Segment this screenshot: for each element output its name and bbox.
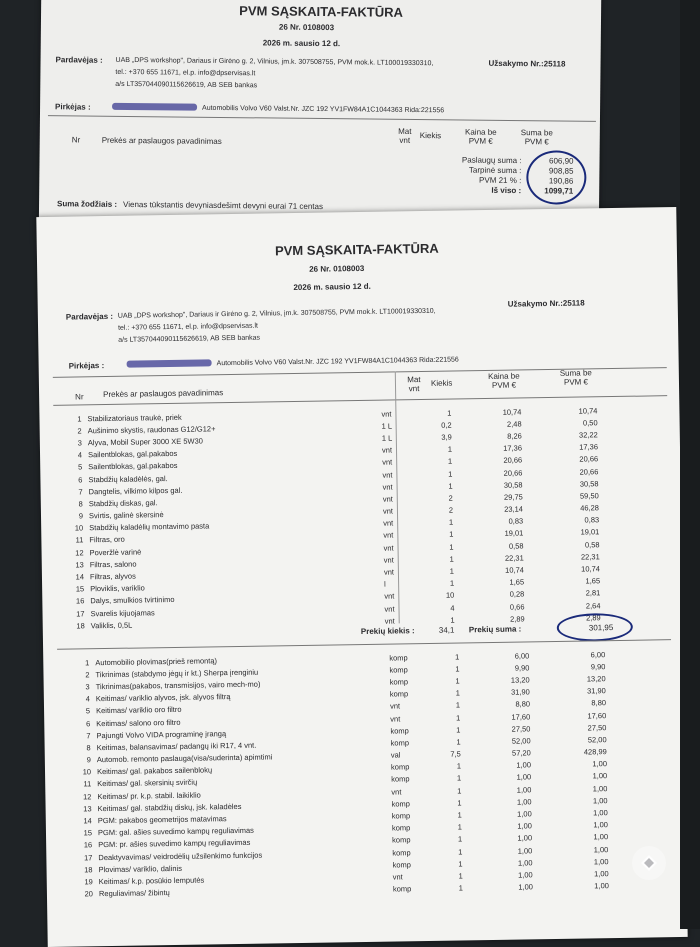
service-row-sum: 31,90 xyxy=(586,686,606,696)
goods-row-qty: 1 xyxy=(447,456,453,466)
goods-row-nr: 1 xyxy=(77,413,82,424)
service-row-name: Plovimas/ variklio, dalinis xyxy=(98,863,182,874)
goods-row-nr: 8 xyxy=(78,499,83,509)
goods-qty-value: 34,1 xyxy=(438,625,455,635)
service-row-unit: vnt xyxy=(390,713,401,724)
seller-bank: a/s LT357044090115626619, AB SEB bankas xyxy=(118,334,261,344)
goods-row-name: Stabdžių diskas, gal. xyxy=(88,498,158,509)
goods-row-qty: 10 xyxy=(445,590,455,601)
service-row-qty: 1 xyxy=(455,700,461,710)
buyer-label: Pirkėjas : xyxy=(68,361,105,371)
service-row-sum: 9,90 xyxy=(590,661,606,672)
service-row-sum: 428,99 xyxy=(583,747,607,757)
service-row-nr: 8 xyxy=(86,743,91,753)
goods-row-unit: vnt xyxy=(383,555,394,565)
service-row-name: PGM: gal. ašies suvedimo kampų reguliavimas xyxy=(97,825,254,838)
col-nr: Nr xyxy=(75,392,84,402)
goods-row-qty: 2 xyxy=(448,505,454,515)
service-row-nr: 3 xyxy=(85,682,90,692)
service-row-price: 1,00 xyxy=(518,870,533,880)
goods-row-price: 8,26 xyxy=(507,431,522,441)
goods-row-unit: vnt xyxy=(383,567,395,577)
goods-row-nr: 17 xyxy=(76,608,85,619)
service-row-name: PGM: pakabos geometrijos matavimas xyxy=(97,814,227,826)
goods-row-name: Dalys, smulkios tvirtinimo xyxy=(90,595,175,606)
seller-contacts: tel.: +370 655 11671, el.p. info@dpservisas.lt xyxy=(115,68,256,78)
buyer-redacted xyxy=(112,103,197,111)
service-row-name: Automobilio plovimas(prieš remontą) xyxy=(95,655,218,667)
goods-row-sum: 0,50 xyxy=(582,418,598,428)
service-row-unit: komp xyxy=(391,823,411,833)
service-row-nr: 13 xyxy=(83,804,92,814)
goods-row-sum: 2,89 xyxy=(585,613,601,623)
goods-row-qty: 1 xyxy=(448,481,453,491)
service-row-sum: 27,50 xyxy=(587,722,607,733)
header-rule xyxy=(48,115,596,122)
service-row-qty: 1 xyxy=(458,847,463,857)
seller-label: Pardavėjas : xyxy=(65,311,114,322)
service-row-qty: 1 xyxy=(456,725,461,735)
invoice-title: PVM SĄSKAITA-FAKTŪRA xyxy=(274,240,439,259)
service-row-unit: vnt xyxy=(389,701,401,711)
order-number: Užsakymo Nr.:25118 xyxy=(507,298,585,309)
goods-row-unit: vnt xyxy=(382,470,393,480)
service-row-unit: komp xyxy=(391,799,410,809)
goods-row-sum: 10,74 xyxy=(578,405,598,416)
col-name: Prekės ar paslaugos pavadinimas xyxy=(103,388,224,400)
service-row-nr: 14 xyxy=(83,816,92,826)
goods-row-sum: 0,58 xyxy=(584,539,600,550)
goods-sum-value: 301,95 xyxy=(588,623,614,633)
goods-row-unit: vnt xyxy=(384,616,395,626)
goods-row-sum: 2,81 xyxy=(585,588,601,598)
desk-edge xyxy=(680,0,700,929)
service-row-name: PGM: pr. ašies suvedimo kampų reguliavimas xyxy=(98,838,251,850)
goods-row-price: 2,48 xyxy=(506,419,522,429)
goods-row-unit: vnt xyxy=(383,530,394,541)
invoice-date: 2026 m. sausio 12 d. xyxy=(262,38,341,49)
service-row-unit: komp xyxy=(390,762,410,772)
service-row-name: Pajungti Volvo VIDA programinę įrangą xyxy=(96,728,227,740)
services-total-value: 606,90 xyxy=(549,156,574,166)
service-row-price: 1,00 xyxy=(516,772,532,783)
service-row-sum: 1,00 xyxy=(592,783,608,794)
service-row-nr: 12 xyxy=(82,791,92,802)
goods-row-unit: 1 L xyxy=(381,433,393,443)
goods-row-qty: 2 xyxy=(448,493,453,503)
service-row-qty: 1 xyxy=(455,664,460,674)
service-row-sum: 1,00 xyxy=(594,869,609,879)
goods-row-name: Alyva, Mobil Super 3000 XE 5W30 xyxy=(87,436,203,448)
service-row-unit: komp xyxy=(389,677,409,687)
goods-row-sum: 22,31 xyxy=(580,552,600,562)
service-row-qty: 1 xyxy=(456,761,462,771)
vat-label: PVM 21 % : xyxy=(479,175,522,186)
goods-row-sum: 0,83 xyxy=(584,515,600,525)
goods-row-unit: vnt xyxy=(382,482,393,492)
goods-row-qty: 1 xyxy=(449,566,454,576)
col-sum: Suma be PVM € xyxy=(520,128,553,147)
grand-total-label: Iš viso : xyxy=(491,185,522,196)
service-row-price: 1,00 xyxy=(517,821,533,831)
service-row-qty: 1 xyxy=(457,834,463,844)
pen-circle-totals xyxy=(526,150,587,205)
goods-row-unit: l xyxy=(384,579,386,589)
goods-row-unit: vnt xyxy=(383,543,394,553)
goods-row-qty: 1 xyxy=(447,444,453,454)
goods-row-nr: 15 xyxy=(75,584,85,594)
goods-row-unit: vnt xyxy=(382,506,394,516)
goods-row-nr: 13 xyxy=(75,560,84,570)
col-sum: Suma be PVM € xyxy=(559,368,592,387)
service-row-sum: 1,00 xyxy=(593,844,609,854)
order-number: Užsakymo Nr.:25118 xyxy=(488,58,566,69)
goods-row-nr: 5 xyxy=(77,462,83,472)
service-row-nr: 2 xyxy=(85,670,90,680)
watermark-icon xyxy=(640,854,658,872)
goods-row-sum: 20,66 xyxy=(579,454,599,464)
service-row-unit: val xyxy=(390,750,401,760)
service-row-price: 1,00 xyxy=(516,797,532,807)
goods-row-price: 17,36 xyxy=(503,443,523,453)
service-row-unit: komp xyxy=(392,835,411,845)
goods-row-qty: 1 xyxy=(449,530,454,540)
col-price: Kaina be PVM € xyxy=(487,371,520,390)
service-row-price: 6,00 xyxy=(514,650,530,661)
goods-row-price: 20,66 xyxy=(503,467,523,478)
col-qty: Kiekis xyxy=(430,378,453,388)
service-row-sum: 17,60 xyxy=(587,710,607,721)
goods-row-price: 10,74 xyxy=(502,407,522,417)
seller-address: UAB „DPS workshop", Dariaus ir Girėno g. 2, Vilnius, įm.k. 307508755, PVM mok.k. LT100019330310, xyxy=(117,307,436,320)
service-row-sum: 13,20 xyxy=(586,674,606,684)
col-unit: Mat vnt xyxy=(407,375,421,394)
service-row-price: 9,90 xyxy=(514,663,530,673)
service-row-unit: komp xyxy=(390,726,409,736)
goods-row-name: Svarelis kijuojamas xyxy=(90,607,155,618)
goods-row-name: Filtras, alyvos xyxy=(89,571,136,582)
goods-row-name: Filtras, oro xyxy=(89,535,125,545)
sum-in-words: Vienas tūkstantis devyniasdešimt devyni eurai 71 centas xyxy=(123,199,324,212)
service-row-qty: 1 xyxy=(458,871,463,881)
service-row-name: Tikrinimas (stabdymo jėgų ir kt.) Sherpa įrenginiu xyxy=(95,667,259,679)
service-row-unit: komp xyxy=(391,774,410,785)
service-row-sum: 1,00 xyxy=(592,771,608,781)
service-row-unit: komp xyxy=(392,860,411,870)
service-row-name: Keitimas/ gal. stabdžių diskų, įsk. kaladėles xyxy=(97,801,242,814)
goods-qty-label: Prekių kiekis : xyxy=(360,626,415,637)
goods-row-name: Valiklis, 0,5L xyxy=(90,620,133,631)
goods-row-price: 20,66 xyxy=(503,455,523,466)
service-row-price: 27,50 xyxy=(511,724,531,734)
services-table xyxy=(61,648,611,900)
goods-row-price: 0,28 xyxy=(509,589,525,600)
goods-row-nr: 18 xyxy=(76,621,85,631)
service-row-name: Keitimas/ variklio oro filtro xyxy=(96,705,182,716)
service-row-sum: 1,00 xyxy=(593,820,608,830)
col-unit: Mat vnt xyxy=(398,126,412,145)
goods-row-qty: 1 xyxy=(449,578,455,588)
service-row-nr: 15 xyxy=(83,828,93,838)
service-row-qty: 1 xyxy=(457,810,462,820)
service-row-nr: 20 xyxy=(84,889,94,899)
service-row-qty: 7,5 xyxy=(450,749,461,759)
service-row-price: 57,20 xyxy=(511,748,531,758)
service-row-qty: 1 xyxy=(458,883,463,893)
invoice-date: 2026 m. sausio 12 d. xyxy=(293,281,371,293)
service-row-name: Keitimas/ k.p. posūkio lemputės xyxy=(98,875,205,887)
goods-row-nr: 9 xyxy=(78,511,84,521)
invoice-title: PVM SĄSKAITA-FAKTŪRA xyxy=(239,3,404,20)
service-row-unit: komp xyxy=(392,884,412,894)
col-qty: Kiekis xyxy=(419,131,442,141)
service-row-sum: 1,00 xyxy=(593,832,609,842)
goods-row-qty: 0,2 xyxy=(441,420,452,430)
goods-row-sum: 10,74 xyxy=(581,564,600,574)
service-row-sum: 1,00 xyxy=(593,856,609,867)
service-row-unit: komp xyxy=(389,652,408,663)
goods-row-price: 30,58 xyxy=(503,480,523,490)
service-row-qty: 1 xyxy=(457,786,462,796)
goods-row-name: Sailentblokas, gal.pakabos xyxy=(88,461,178,472)
service-row-name: Deaktyvavimas/ veidrodėlių užsilenkimo funkcijos xyxy=(98,850,263,862)
goods-row-nr: 2 xyxy=(77,426,82,436)
goods-row-name: Poveržlė varinė xyxy=(89,547,142,557)
service-row-unit: vnt xyxy=(391,787,402,797)
goods-row-unit: vnt xyxy=(384,591,395,602)
service-row-name: Automob. remonto paslauga(visa/suderinta) apimtimi xyxy=(96,752,273,765)
service-row-price: 1,00 xyxy=(518,882,533,892)
service-row-price: 1,00 xyxy=(517,809,532,819)
service-row-unit: komp xyxy=(392,847,411,858)
service-row-price: 1,00 xyxy=(517,858,533,868)
service-row-name: Keitimas/ gal. skersinių svirčių xyxy=(97,778,198,789)
seller-bank: a/s LT357044090115626619, AB SEB bankas xyxy=(115,80,258,90)
service-row-name: Keitimas/ gal. pakabos sailenblokų xyxy=(96,765,213,777)
subtotal-label: Tarpinė suma : xyxy=(468,165,522,176)
goods-row-price: 19,01 xyxy=(504,528,524,539)
service-row-nr: 16 xyxy=(83,840,93,850)
service-row-qty: 1 xyxy=(457,798,462,808)
vehicle-info: Automobilis Volvo V60 Valst.Nr. JZC 192 YV1FW84A1C1044363 Rida:221556 xyxy=(216,356,459,368)
goods-row-price: 10,74 xyxy=(505,565,524,575)
watermark-logo xyxy=(632,846,666,880)
service-row-nr: 18 xyxy=(84,865,93,875)
grand-total-value: 1099,71 xyxy=(544,186,574,196)
vat-value: 190,86 xyxy=(548,176,574,186)
goods-table xyxy=(53,404,602,632)
service-row-qty: 1 xyxy=(456,737,461,747)
service-row-name: Keitimas/ salono oro filtro xyxy=(96,717,181,728)
goods-row-sum: 19,01 xyxy=(580,527,600,538)
seller-contacts: tel.: +370 655 11671, el.p. info@dpservisas.lt xyxy=(118,322,258,332)
goods-row-nr: 14 xyxy=(75,572,85,582)
pen-circle-goods-sum xyxy=(557,613,633,642)
service-row-price: 52,00 xyxy=(511,736,531,746)
service-row-qty: 1 xyxy=(456,773,462,784)
vehicle-info: Automobilis Volvo V60 Valst.Nr. JZC 192 YV1FW84A1C1044363 Rida:221556 xyxy=(202,104,445,115)
service-row-qty: 1 xyxy=(455,713,461,723)
service-row-price: 31,90 xyxy=(510,687,530,697)
goods-row-nr: 3 xyxy=(77,438,82,448)
goods-row-qty: 1 xyxy=(447,408,452,418)
goods-row-name: Stabdžių kaladėlės, gal. xyxy=(88,473,168,484)
service-row-qty: 1 xyxy=(455,652,460,662)
service-row-unit: vnt xyxy=(392,872,403,882)
service-row-price: 8,80 xyxy=(515,699,531,709)
goods-row-unit: vnt xyxy=(381,445,393,455)
service-row-price: 1,00 xyxy=(517,845,533,856)
sum-in-words-label: Suma žodžiais : xyxy=(57,199,118,209)
service-row-unit: komp xyxy=(390,738,410,748)
service-row-nr: 1 xyxy=(85,657,90,667)
goods-row-qty: 1 xyxy=(448,469,453,479)
service-row-unit: komp xyxy=(389,689,409,699)
service-row-price: 1,00 xyxy=(516,760,532,770)
invoice-page-underneath xyxy=(39,0,602,243)
invoice-number: 26 Nr. 0108003 xyxy=(309,263,365,274)
goods-row-qty: 1 xyxy=(448,517,454,527)
goods-row-qty: 4 xyxy=(450,603,455,613)
goods-row-nr: 11 xyxy=(75,535,84,545)
goods-row-name: Filtras, salono xyxy=(89,559,137,570)
goods-row-nr: 4 xyxy=(77,450,83,460)
service-row-name: Tikrinimas(pakabos, transmisijos, vairo mech-mo) xyxy=(95,679,261,692)
service-row-qty: 1 xyxy=(457,822,463,832)
service-row-sum: 1,00 xyxy=(592,759,608,769)
seller-label: Pardavėjas : xyxy=(55,55,103,65)
goods-row-sum: 46,28 xyxy=(580,503,600,513)
goods-row-nr: 7 xyxy=(78,487,83,497)
goods-row-sum: 2,64 xyxy=(585,600,601,611)
goods-row-sum: 32,22 xyxy=(578,430,598,440)
col-name: Prekės ar paslaugos pavadinimas xyxy=(101,135,222,146)
goods-row-price: 23,14 xyxy=(504,504,524,514)
goods-row-nr: 12 xyxy=(75,548,84,558)
goods-row-sum: 20,66 xyxy=(579,466,599,477)
service-row-qty: 1 xyxy=(455,676,460,686)
goods-row-price: 2,89 xyxy=(509,614,525,624)
goods-row-price: 1,65 xyxy=(509,577,525,587)
service-row-sum: 6,00 xyxy=(590,649,606,660)
invoice-number: 26 Nr. 0108003 xyxy=(278,22,335,33)
goods-row-qty: 1 xyxy=(449,554,454,564)
goods-row-name: Dangtelis, vilkimo kilpos gal. xyxy=(88,485,183,497)
invoice-page xyxy=(36,207,687,947)
service-row-unit: komp xyxy=(389,665,408,675)
service-row-nr: 10 xyxy=(82,767,92,777)
goods-row-unit: vnt xyxy=(381,409,392,419)
service-row-qty: 1 xyxy=(455,688,460,698)
service-row-nr: 6 xyxy=(86,718,91,728)
goods-row-qty: 1 xyxy=(449,542,454,552)
goods-row-unit: 1 L xyxy=(381,421,393,431)
service-row-price: 17,60 xyxy=(511,711,531,722)
service-row-unit: komp xyxy=(391,811,411,821)
goods-row-nr: 10 xyxy=(74,523,84,533)
goods-row-sum: 1,65 xyxy=(585,576,601,586)
service-row-price: 1,00 xyxy=(516,785,532,795)
goods-row-sum: 59,50 xyxy=(579,491,599,501)
goods-row-price: 0,58 xyxy=(508,541,524,551)
services-total-label: Paslaugų suma : xyxy=(461,155,522,166)
goods-row-unit: vnt xyxy=(382,457,393,468)
service-row-name: Keitimas/ pr. k.p. stabil. laikiklio xyxy=(97,790,201,801)
goods-row-name: Aušinimo skystis, raudonas G12/G12+ xyxy=(87,424,216,436)
service-row-name: Reguliavimas/ žibintų xyxy=(98,888,170,899)
buyer-redacted xyxy=(127,359,212,368)
goods-row-name: Svirtis, galinė skersinė xyxy=(88,510,164,521)
col-price: Kaina be PVM € xyxy=(464,127,497,146)
service-row-nr: 5 xyxy=(85,706,91,716)
service-row-sum: 1,00 xyxy=(594,881,609,891)
buyer-label: Pirkėjas : xyxy=(55,102,91,112)
service-row-nr: 17 xyxy=(83,852,93,862)
goods-row-unit: vnt xyxy=(384,604,395,614)
goods-sum-label: Prekių suma : xyxy=(468,624,522,635)
service-row-nr: 7 xyxy=(86,731,91,741)
service-row-nr: 9 xyxy=(86,755,91,765)
goods-row-name: Stabilizatoriaus traukė, priek xyxy=(87,412,182,423)
service-row-sum: 52,00 xyxy=(587,735,607,745)
goods-row-price: 29,75 xyxy=(503,492,523,502)
service-row-sum: 1,00 xyxy=(593,808,608,818)
goods-row-nr: 16 xyxy=(75,596,85,606)
service-row-name: Keitimas, balansavimas/ padangų iki R17, 4 vnt. xyxy=(96,740,257,753)
goods-row-name: Stabdžių kaladėlių montavimo pasta xyxy=(89,521,210,533)
service-row-nr: 4 xyxy=(85,694,90,704)
service-row-nr: 19 xyxy=(84,877,93,887)
goods-row-sum: 17,36 xyxy=(579,442,599,452)
goods-row-qty: 1 xyxy=(450,615,455,625)
service-row-nr: 11 xyxy=(83,779,92,789)
service-row-name: Keitimas/ variklio alyvos, įsk. alyvos filtrą xyxy=(95,692,231,704)
goods-row-price: 0,66 xyxy=(509,602,525,612)
goods-row-name: Sailentblokas, gal.pakabos xyxy=(87,449,178,460)
seller-address: UAB „DPS workshop", Dariaus ir Girėno g. 2, Vilnius, įm.k. 307508755, PVM mok.k. LT100019330310, xyxy=(115,56,434,68)
service-row-sum: 1,00 xyxy=(592,796,608,806)
subtotal-value: 908,85 xyxy=(548,166,574,176)
goods-row-price: 22,31 xyxy=(504,553,524,563)
goods-row-sum: 30,58 xyxy=(579,478,599,489)
service-row-price: 13,20 xyxy=(510,675,530,685)
goods-row-unit: vnt xyxy=(383,518,394,528)
service-row-price: 1,00 xyxy=(517,833,533,843)
goods-row-nr: 6 xyxy=(78,474,83,484)
service-row-qty: 1 xyxy=(458,859,463,869)
goods-row-name: Ploviklis, variklio xyxy=(90,583,145,594)
goods-row-price: 0,83 xyxy=(508,516,524,526)
service-row-sum: 8,80 xyxy=(591,698,607,708)
goods-row-unit: vnt xyxy=(382,494,393,504)
col-nr: Nr xyxy=(71,135,81,145)
goods-row-qty: 3,9 xyxy=(441,432,452,442)
